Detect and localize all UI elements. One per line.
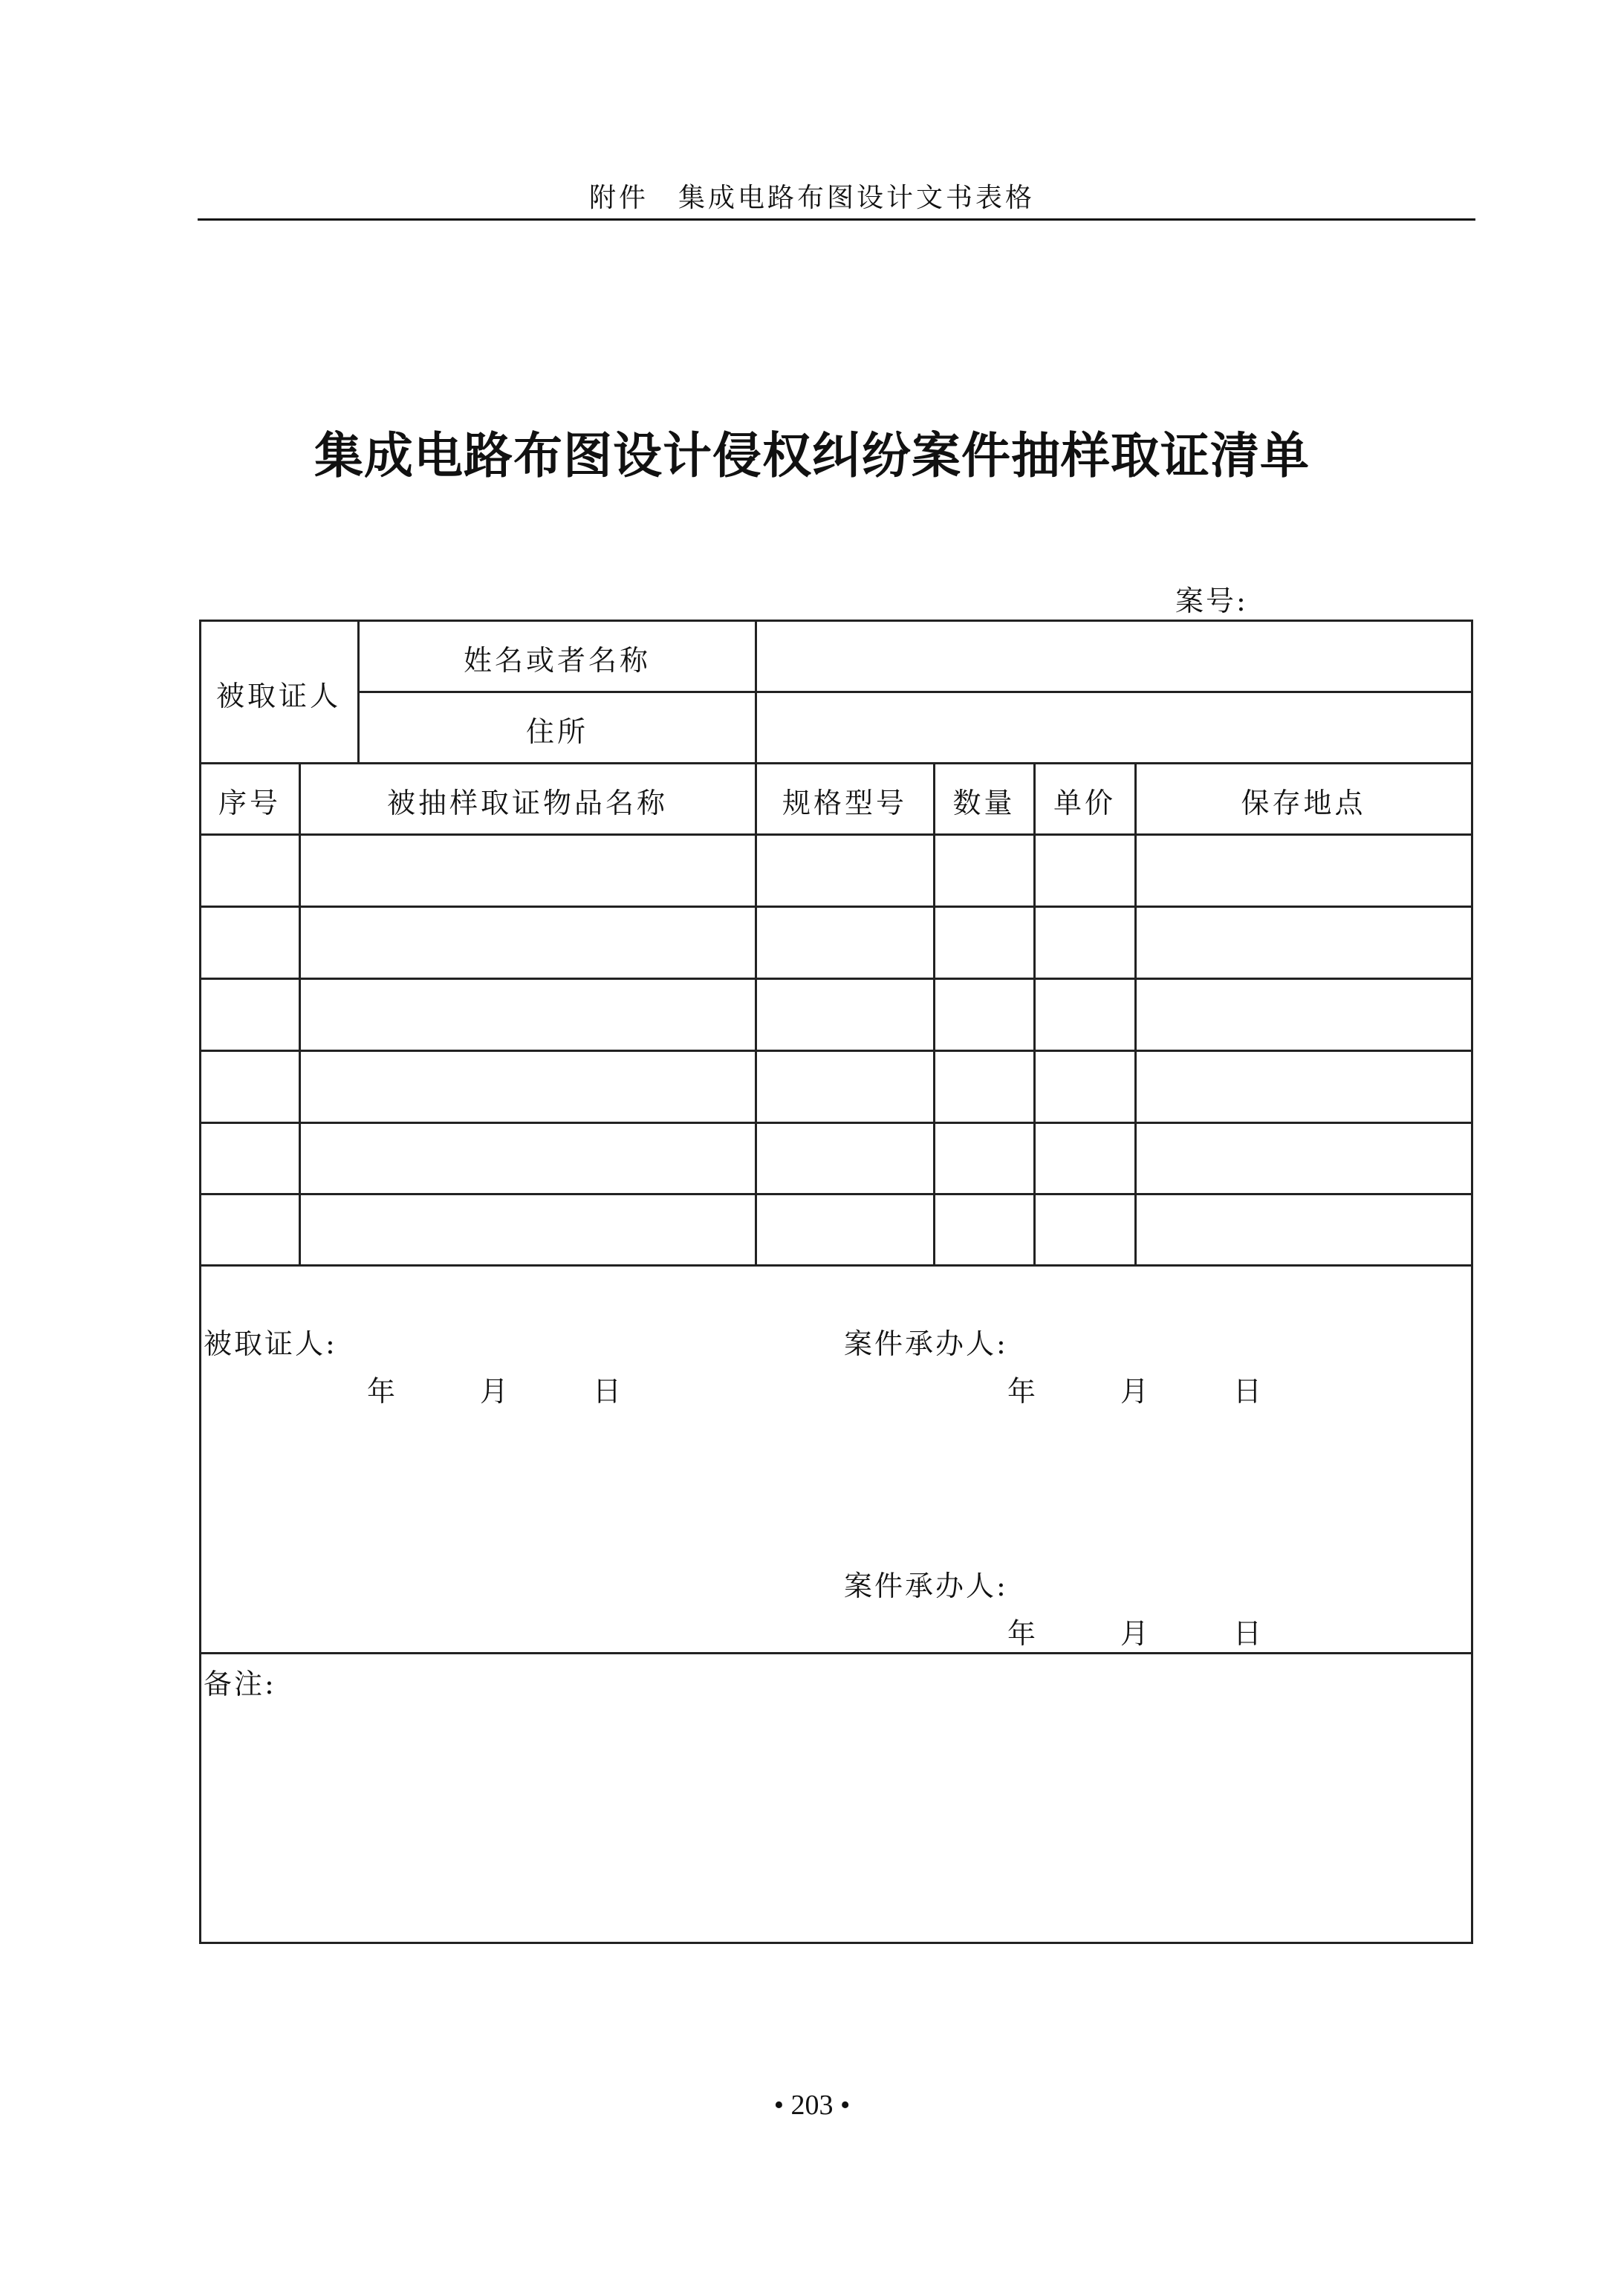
table-cell[interactable] [935, 998, 1033, 1027]
column-header-unit-price: 单价 [1053, 787, 1116, 819]
table-rule [199, 1942, 1471, 1944]
table-cell[interactable] [1036, 854, 1134, 883]
table-rule [199, 1264, 1471, 1267]
address-value-field[interactable] [757, 709, 1470, 743]
table-cell[interactable] [1137, 1212, 1470, 1242]
table-cell[interactable] [201, 1212, 298, 1242]
table-rule [199, 1652, 1471, 1654]
table-cell[interactable] [301, 1070, 754, 1099]
page-number: • 203 • [773, 2090, 851, 2121]
remarks-field[interactable] [204, 1709, 1467, 1931]
table-rule [1471, 620, 1473, 1944]
table-cell[interactable] [935, 1070, 1033, 1099]
case-number-label: 案号: [1175, 585, 1248, 617]
table-rule [199, 620, 1471, 622]
table-cell[interactable] [301, 1212, 754, 1242]
respondent-header: 被取证人 [215, 680, 341, 712]
column-header-serial: 序号 [218, 787, 281, 819]
table-cell[interactable] [935, 926, 1033, 955]
column-header-model: 规格型号 [782, 787, 907, 819]
table-cell[interactable] [1036, 1070, 1134, 1099]
remarks-label: 备注: [204, 1668, 276, 1700]
address-label: 住所 [525, 715, 588, 748]
table-cell[interactable] [1036, 1141, 1134, 1171]
table-rule [199, 1050, 1471, 1052]
table-cell[interactable] [1137, 1070, 1470, 1099]
respondent-signature-date: 年 月 日 [367, 1375, 622, 1408]
table-rule [199, 978, 1471, 980]
table-cell[interactable] [201, 1141, 298, 1171]
table-rule [199, 1122, 1471, 1124]
table-cell[interactable] [201, 998, 298, 1027]
table-cell[interactable] [757, 998, 932, 1027]
handler-signature-label-2: 案件承办人: [844, 1570, 1008, 1602]
table-cell[interactable] [201, 854, 298, 883]
table-cell[interactable] [1137, 998, 1470, 1027]
table-cell[interactable] [1137, 1141, 1470, 1171]
table-cell[interactable] [757, 1141, 932, 1171]
column-header-quantity: 数量 [952, 787, 1016, 819]
table-cell[interactable] [1036, 998, 1134, 1027]
table-cell[interactable] [301, 1141, 754, 1171]
table-rule [199, 762, 1471, 764]
table-cell[interactable] [1137, 854, 1470, 883]
table-cell[interactable] [757, 854, 932, 883]
table-rule [199, 833, 1471, 836]
table-cell[interactable] [301, 998, 754, 1027]
running-header: 附件 集成电路布图设计文书表格 [588, 183, 1035, 213]
name-value-field[interactable] [757, 637, 1470, 672]
handler-signature-label-1: 案件承办人: [844, 1327, 1008, 1360]
table-cell[interactable] [935, 1212, 1033, 1242]
table-cell[interactable] [301, 926, 754, 955]
table-cell[interactable] [757, 1070, 932, 1099]
respondent-signature-label: 被取证人: [204, 1327, 337, 1360]
table-cell[interactable] [1137, 926, 1470, 955]
table-cell[interactable] [301, 854, 754, 883]
document-title: 集成电路布图设计侵权纠纷案件抽样取证清单 [314, 426, 1310, 484]
table-rule [199, 906, 1471, 908]
table-cell[interactable] [201, 926, 298, 955]
table-cell[interactable] [935, 854, 1033, 883]
table-cell[interactable] [201, 1070, 298, 1099]
name-label: 姓名或者名称 [463, 644, 651, 677]
table-cell[interactable] [757, 926, 932, 955]
handler-signature-date-1: 年 月 日 [1007, 1375, 1262, 1408]
column-header-item-name: 被抽样取证物品名称 [386, 787, 668, 819]
table-rule [357, 691, 1471, 693]
table-rule [199, 1193, 1471, 1195]
table-cell[interactable] [1036, 926, 1134, 955]
table-cell[interactable] [757, 1212, 932, 1242]
table-cell[interactable] [1036, 1212, 1134, 1242]
header-rule [198, 218, 1475, 221]
column-header-storage-location: 保存地点 [1241, 787, 1366, 819]
table-cell[interactable] [935, 1141, 1033, 1171]
handler-signature-date-2: 年 月 日 [1007, 1617, 1262, 1650]
